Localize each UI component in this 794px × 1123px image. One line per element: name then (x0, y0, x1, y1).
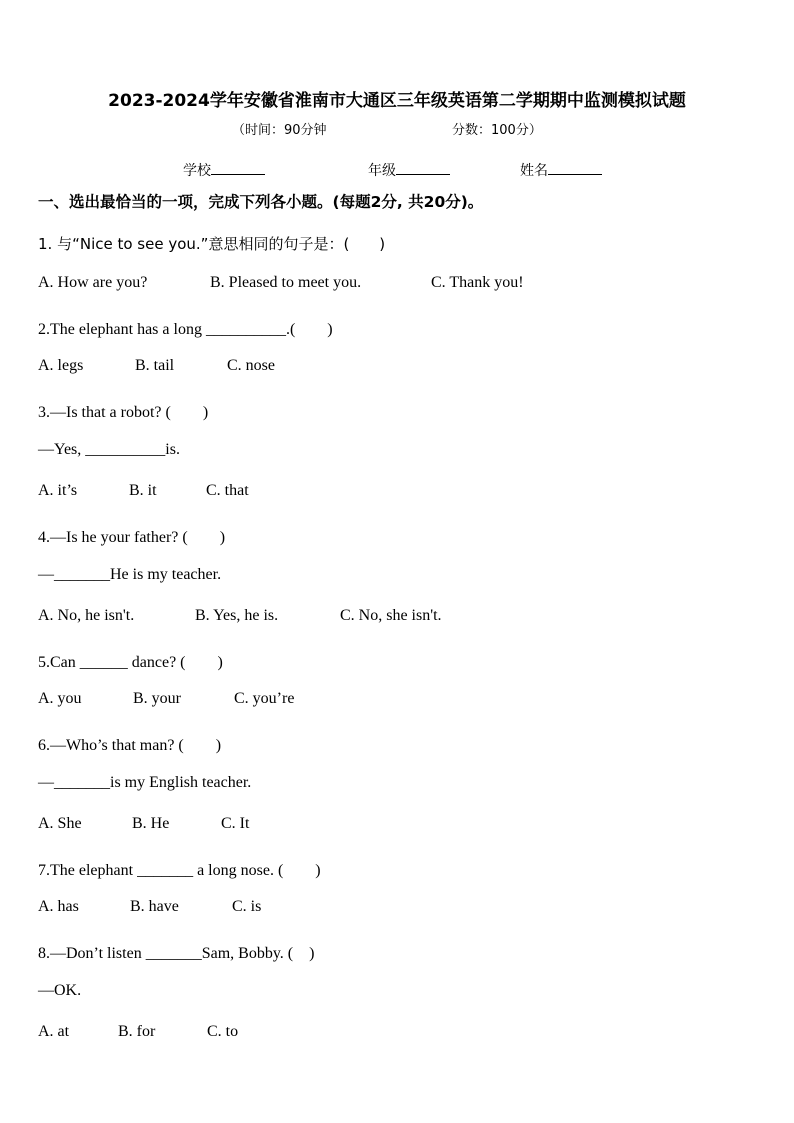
option-b[interactable]: B. your (133, 690, 181, 707)
question-3: 3.—Is that a robot? ( ) (38, 404, 209, 421)
question-3-answer-line: —Yes, __________is. (38, 441, 180, 458)
option-b[interactable]: B. have (130, 898, 179, 915)
question-4: 4.—Is he your father? ( ) (38, 529, 226, 546)
option-c[interactable]: C. It (221, 815, 250, 832)
option-b[interactable]: B. Yes, he is. (195, 607, 279, 624)
grade-label: 年级 (368, 163, 396, 179)
question-7-options (38, 898, 262, 916)
exam-title: 2023-2024学年安徽省淮南市大通区三年级英语第二学期期中监测模拟试题 (108, 91, 686, 111)
grade-field (368, 160, 450, 180)
option-a[interactable]: A. at (38, 1023, 70, 1040)
question-8-options (38, 1023, 239, 1041)
option-a[interactable]: A. legs (38, 357, 84, 374)
question-7: 7.The elephant _______ a long nose. ( ) (38, 862, 321, 879)
option-a[interactable]: A. No, he isn't. (38, 607, 135, 624)
option-a[interactable]: A. has (38, 898, 79, 915)
option-b[interactable]: B. He (132, 815, 170, 832)
option-c[interactable]: C. nose (227, 357, 275, 374)
question-1: 1. 与“Nice to see you.”意思相同的句子是：( ) (38, 235, 386, 253)
option-b[interactable]: B. Pleased to meet you. (210, 274, 362, 291)
option-c[interactable]: C. you’re (234, 690, 295, 707)
section-heading: 一、选出最恰当的一项，完成下列各小题。(每题2分, 共20分)。 (38, 193, 484, 211)
school-blank[interactable] (211, 160, 265, 175)
question-4-answer-line: —_______He is my teacher. (38, 566, 222, 583)
option-a[interactable]: A. She (38, 815, 82, 832)
question-5: 5.Can ______ dance? ( ) (38, 654, 223, 671)
question-6-answer-line: —_______is my English teacher. (38, 774, 252, 791)
option-a[interactable]: A. you (38, 690, 82, 707)
name-field (520, 160, 602, 180)
question-8-answer-line: —OK. (38, 982, 82, 999)
school-label: 学校 (183, 163, 211, 179)
option-a[interactable]: A. it’s (38, 482, 78, 499)
grade-blank[interactable] (396, 160, 450, 175)
option-c[interactable]: C. is (232, 898, 262, 915)
question-8: 8.—Don’t listen _______Sam, Bobby. ( ) (38, 945, 315, 962)
option-c[interactable]: C. to (207, 1023, 239, 1040)
question-1-options (38, 274, 524, 292)
option-b[interactable]: B. tail (135, 357, 175, 374)
question-2-options (38, 357, 275, 375)
question-2: 2.The elephant has a long __________.( ) (38, 321, 333, 338)
option-b[interactable]: B. it (129, 482, 157, 499)
question-5-options (38, 690, 295, 708)
exam-time: （时间：90分钟 (232, 123, 327, 138)
name-label: 姓名 (520, 163, 548, 179)
option-a[interactable]: A. How are you? (38, 274, 148, 291)
question-6: 6.—Who’s that man? ( ) (38, 737, 222, 754)
option-c[interactable]: C. that (206, 482, 249, 499)
option-c[interactable]: C. No, she isn't. (340, 607, 442, 624)
option-b[interactable]: B. for (118, 1023, 156, 1040)
exam-score: 分数：100分） (452, 123, 542, 138)
question-3-options (38, 482, 249, 500)
name-blank[interactable] (548, 160, 602, 175)
question-4-options (38, 607, 442, 625)
school-field (183, 160, 265, 180)
question-6-options (38, 815, 250, 833)
option-c[interactable]: C. Thank you! (431, 274, 524, 291)
